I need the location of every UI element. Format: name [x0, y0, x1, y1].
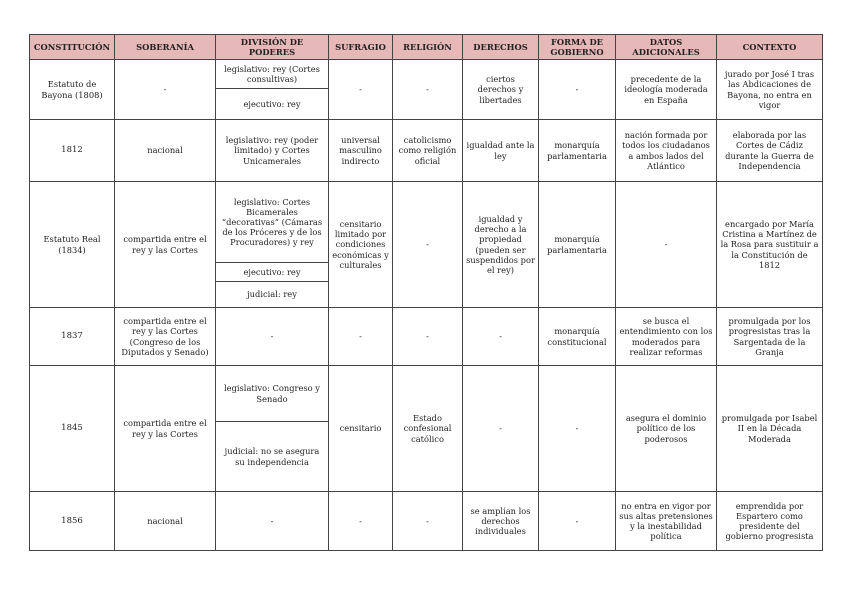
cell-contexto: jurado por José I tras las Abdicaciones de Bayona, no entra en vigor [717, 60, 823, 120]
table-row [30, 308, 823, 366]
cell-religion: Estado confesional católico [393, 366, 463, 492]
cell-forma-gobierno: monarquía constitucional [539, 308, 616, 366]
header-row [30, 35, 823, 60]
cell-derechos: ciertos derechos y libertades [463, 60, 539, 120]
header-contexto: CONTEXTO [717, 35, 823, 60]
cell-poder: judicial: no se asegura su independencia [216, 422, 329, 492]
table-row [30, 60, 823, 89]
cell-datos-adicionales: nación formada por todos los ciudadanos a ambos lados del Atlántico [616, 120, 717, 182]
cell-constitucion: Estatuto de Bayona (1808) [30, 60, 115, 120]
cell-religion: catolicismo como religión oficial [393, 120, 463, 182]
cell-sufragio: censitario limitado por condiciones económicas y culturales [329, 182, 393, 308]
header-sufragio: SUFRAGIO [329, 35, 393, 60]
cell-derechos: igualdad y derecho a la propiedad (pueden ser suspendidos por el rey) [463, 182, 539, 308]
header-datos-adicionales: DATOS ADICIONALES [616, 35, 717, 60]
cell-soberania: - [115, 60, 216, 120]
cell-contexto: encargado por María Cristina a Martínez de la Rosa para sustituir a la Constitución de 1812 [717, 182, 823, 308]
cell-contexto: elaborada por las Cortes de Cádiz durante la Guerra de Independencia [717, 120, 823, 182]
cell-forma-gobierno: - [539, 492, 616, 551]
cell-constitucion: 1812 [30, 120, 115, 182]
header-forma-gobierno: FORMA DE GOBIERNO [539, 35, 616, 60]
cell-soberania: compartida entre el rey y las Cortes [115, 366, 216, 492]
cell-poder: legislativo: rey (poder limitado) y Cortes Unicamerales [216, 120, 329, 182]
cell-poder: legislativo: Congreso y Senado [216, 366, 329, 422]
cell-religion: - [393, 182, 463, 308]
header-constitucion: CONSTITUCIÓN [30, 35, 115, 60]
cell-constitucion: 1845 [30, 366, 115, 492]
cell-sufragio: universal masculino indirecto [329, 120, 393, 182]
document-page [29, 34, 823, 551]
cell-derechos: - [463, 366, 539, 492]
cell-poder: - [216, 308, 329, 366]
cell-contexto: emprendida por Espartero como presidente del gobierno progresista [717, 492, 823, 551]
cell-datos-adicionales: asegura el dominio político de los poderosos [616, 366, 717, 492]
table-row [30, 492, 823, 551]
cell-datos-adicionales: no entra en vigor por sus altas pretensiones y la inestabilidad política [616, 492, 717, 551]
cell-soberania: compartida entre el rey y las Cortes (Congreso de los Diputados y Senado) [115, 308, 216, 366]
header-soberania: SOBERANÍA [115, 35, 216, 60]
cell-derechos: igualdad ante la ley [463, 120, 539, 182]
cell-contexto: promulgada por los progresistas tras la Sargentada de la Granja [717, 308, 823, 366]
cell-sufragio: - [329, 60, 393, 120]
cell-datos-adicionales: se busca el entendimiento con los moderados para realizar reformas [616, 308, 717, 366]
cell-constitucion: Estatuto Real (1834) [30, 182, 115, 308]
cell-soberania: compartida entre el rey y las Cortes [115, 182, 216, 308]
cell-religion: - [393, 60, 463, 120]
cell-datos-adicionales: - [616, 182, 717, 308]
cell-constitucion: 1837 [30, 308, 115, 366]
cell-soberania: nacional [115, 492, 216, 551]
cell-forma-gobierno: monarquía parlamentaria [539, 182, 616, 308]
cell-sufragio: - [329, 308, 393, 366]
cell-poder: ejecutivo: rey [216, 263, 329, 282]
cell-forma-gobierno: - [539, 366, 616, 492]
cell-soberania: nacional [115, 120, 216, 182]
cell-poder: - [216, 492, 329, 551]
header-religion: RELIGIÓN [393, 35, 463, 60]
cell-poder: ejecutivo: rey [216, 89, 329, 120]
table-row [30, 366, 823, 422]
table-row [30, 182, 823, 263]
cell-forma-gobierno: - [539, 60, 616, 120]
table-row [30, 120, 823, 182]
cell-forma-gobierno: monarquía parlamentaria [539, 120, 616, 182]
cell-religion: - [393, 492, 463, 551]
cell-contexto: promulgada por Isabel II en la Década Moderada [717, 366, 823, 492]
header-derechos: DERECHOS [463, 35, 539, 60]
cell-sufragio: censitario [329, 366, 393, 492]
header-division-poderes: DIVISIÓN DE PODERES [216, 35, 329, 60]
cell-poder: legislativo: rey (Cortes consultivas) [216, 60, 329, 89]
cell-poder: legislativo: Cortes Bicamerales “decorativas” (Cámaras de los Próceres y de los Procuradores) y rey [216, 182, 329, 263]
cell-datos-adicionales: precedente de la ideología moderada en España [616, 60, 717, 120]
constitutions-table [29, 34, 823, 551]
cell-religion: - [393, 308, 463, 366]
cell-constitucion: 1856 [30, 492, 115, 551]
cell-sufragio: - [329, 492, 393, 551]
cell-derechos: - [463, 308, 539, 366]
cell-poder: judicial: rey [216, 282, 329, 308]
cell-derechos: se amplían los derechos individuales [463, 492, 539, 551]
